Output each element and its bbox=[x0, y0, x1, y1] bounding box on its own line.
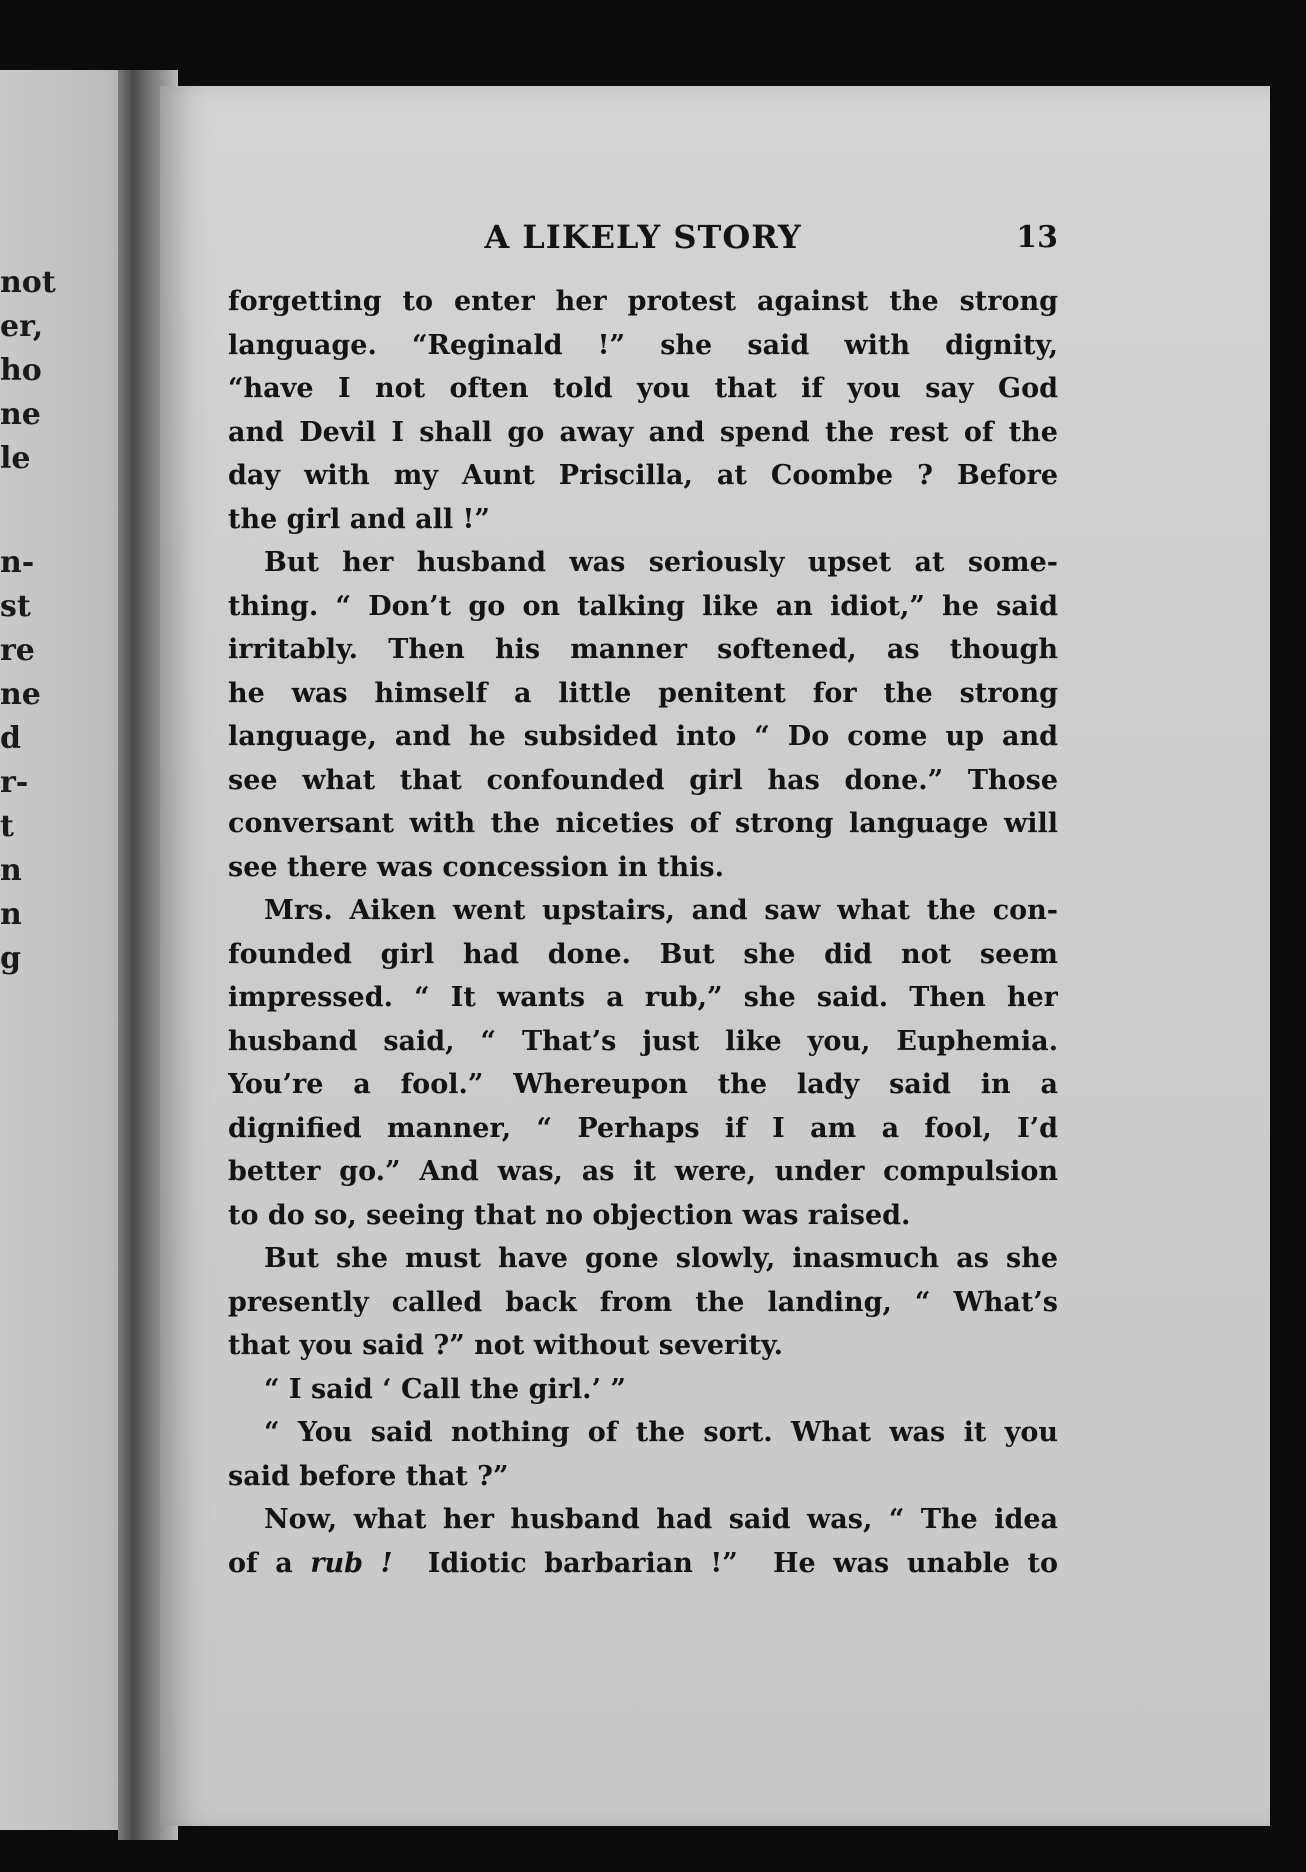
text-line: You’re a fool.” Whereupon the lady said in a bbox=[228, 1069, 1058, 1100]
facing-page-fragment: d bbox=[0, 721, 21, 756]
text-line: irritably. Then his manner softened, as though bbox=[228, 634, 1058, 665]
text-line: said before that ?” bbox=[228, 1460, 509, 1492]
text-line: presently called back from the landing, “ What’s bbox=[228, 1286, 1058, 1318]
text-line: day with my Aunt Priscilla, at Coombe ? Before bbox=[228, 460, 1058, 491]
text-line: dignified manner, “ Perhaps if I am a fool, I’d bbox=[228, 1112, 1058, 1144]
text-line: founded girl had done. But she did not seem bbox=[228, 938, 1058, 970]
text-line: see what that confounded girl has done.” Those bbox=[228, 764, 1058, 796]
facing-page-fragment: ne bbox=[0, 677, 41, 712]
running-head bbox=[228, 218, 1058, 258]
text-line: thing. “ Don’t go on talking like an idiot,” he said bbox=[228, 590, 1058, 622]
facing-page-fragment: n- bbox=[0, 545, 35, 580]
facing-page-fragment: n bbox=[0, 853, 22, 888]
text-segment: Idiotic barbarian !” He was unable to bbox=[392, 1547, 1058, 1579]
text-line: language. “Reginald !” she said with dignity, bbox=[228, 329, 1058, 361]
facing-page-fragment: t bbox=[0, 809, 14, 844]
text-line: to do so, seeing that no objection was raised. bbox=[228, 1199, 911, 1231]
page-number: 13 bbox=[1016, 220, 1058, 255]
facing-page-fragment: not bbox=[0, 265, 56, 300]
text-line: “ I said ‘ Call the girl.’ ” bbox=[264, 1373, 626, 1405]
text-line: Now, what her husband had said was, “ The idea bbox=[264, 1504, 1058, 1535]
text-line: conversant with the niceties of strong language will bbox=[228, 808, 1058, 839]
text-line: But she must have gone slowly, inasmuch as she bbox=[264, 1243, 1058, 1274]
running-title: A LIKELY STORY bbox=[484, 218, 802, 256]
text-line: “have I not often told you that if you say God bbox=[228, 373, 1058, 404]
text-line: forgetting to enter her protest against the strong bbox=[228, 286, 1058, 317]
text-line: and Devil I shall go away and spend the rest of the bbox=[228, 416, 1058, 448]
text-line: husband said, “ That’s just like you, Euphemia. bbox=[228, 1025, 1058, 1057]
facing-page-fragment: g bbox=[0, 941, 21, 976]
text-line: that you said ?” not without severity. bbox=[228, 1330, 783, 1361]
facing-page-fragment: er, bbox=[0, 309, 44, 344]
text-line: see there was concession in this. bbox=[228, 851, 725, 883]
facing-page-fragment: re bbox=[0, 633, 35, 668]
text-line bbox=[228, 1542, 1058, 1586]
facing-page-fragment: ne bbox=[0, 397, 41, 432]
facing-page-fragment: ho bbox=[0, 353, 42, 388]
text-line: better go.” And was, as it were, under compulsion bbox=[228, 1156, 1058, 1187]
text-line: impressed. “ It wants a rub,” she said. Then her bbox=[228, 982, 1058, 1013]
text-line: he was himself a little penitent for the strong bbox=[228, 677, 1058, 709]
text-line: the girl and all !” bbox=[228, 503, 490, 535]
text-line: But her husband was seriously upset at some- bbox=[264, 547, 1058, 578]
facing-page-fragment: n bbox=[0, 897, 22, 932]
page-body-text bbox=[228, 280, 1058, 1585]
facing-page-fragment: st bbox=[0, 589, 31, 624]
facing-page-fragment: r- bbox=[0, 765, 29, 800]
text-segment: of a bbox=[228, 1547, 311, 1579]
text-line: Mrs. Aiken went upstairs, and saw what the con- bbox=[264, 895, 1058, 926]
text-line: “ You said nothing of the sort. What was it you bbox=[264, 1417, 1058, 1448]
text-line: language, and he subsided into “ Do come up and bbox=[228, 721, 1058, 752]
facing-page-fragment: le bbox=[0, 441, 31, 476]
italic-word: rub ! bbox=[310, 1547, 393, 1579]
